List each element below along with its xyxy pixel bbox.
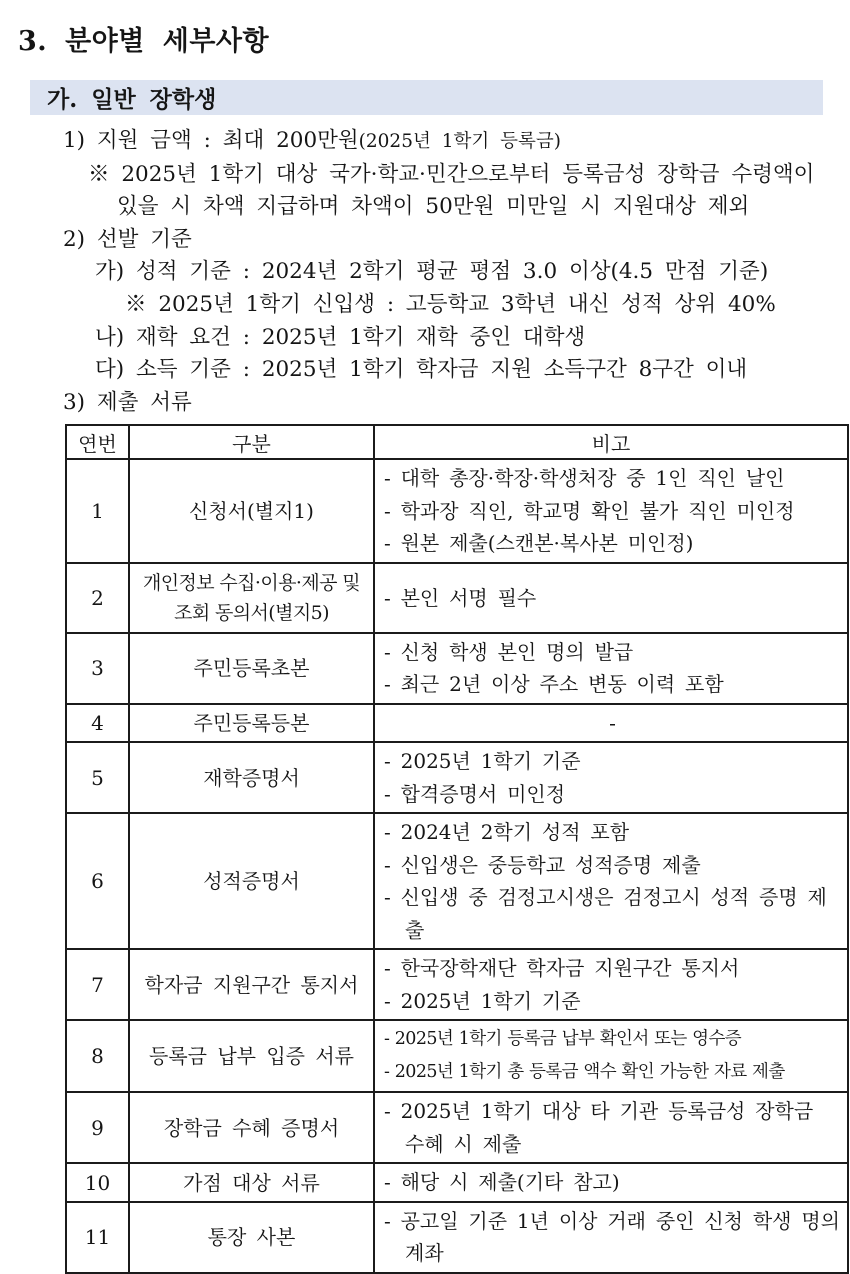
table-row [66, 563, 848, 633]
row-category: 재학증명서 [129, 742, 374, 813]
table-row [66, 1202, 848, 1273]
table-row [66, 949, 848, 1020]
row-no: 5 [66, 742, 129, 813]
table-row [66, 633, 848, 704]
note-line: - 2025년 1학기 대상 타 기관 등록금성 장학금 수혜 시 제출 [384, 1099, 814, 1156]
row-notes [374, 813, 848, 949]
row-category: 장학금 수혜 증명서 [129, 1092, 374, 1163]
row-notes [374, 563, 848, 633]
note-line: - [609, 710, 616, 735]
table-row [66, 1092, 848, 1163]
row-category: 통장 사본 [129, 1202, 374, 1273]
header-category: 구분 [129, 425, 374, 459]
table-header-row [66, 425, 848, 459]
note-line: - 2024년 2학기 성적 포함 [384, 820, 630, 845]
header-note: 비고 [374, 425, 848, 459]
row-no: 1 [66, 459, 129, 563]
line-support-amount [63, 125, 850, 159]
line-submission-documents: 3) 제출 서류 [63, 389, 192, 415]
page-title: 3. 분야별 세부사항 [18, 26, 270, 57]
table-row [66, 704, 848, 743]
row-no: 7 [66, 949, 129, 1020]
row-notes [374, 459, 848, 563]
row-notes [374, 633, 848, 704]
table-row [66, 813, 848, 949]
row-notes [374, 1202, 848, 1273]
note-line: - 공고일 기준 1년 이상 거래 중인 신청 학생 명의 계좌 [384, 1208, 840, 1266]
row-notes [374, 742, 848, 813]
row-notes [374, 704, 848, 743]
row-no: 3 [66, 633, 129, 704]
row-no: 11 [66, 1202, 129, 1273]
row-notes [374, 1020, 848, 1092]
row-category: 신청서(별지1) [129, 459, 374, 563]
documents-table [65, 424, 849, 1274]
row-notes [374, 1163, 848, 1202]
row-no: 9 [66, 1092, 129, 1163]
row-category: 개인정보 수집·이용·제공 및 조회 동의서(별지5) [129, 563, 374, 633]
row-category: 성적증명서 [129, 813, 374, 949]
line-grade-criteria: 가) 성적 기준 : 2024년 2학기 평균 평점 3.0 이상(4.5 만점 기준) [95, 259, 769, 285]
support-amount-paren: (2025년 1학기 등록금) [358, 131, 561, 152]
note-line: - 신입생은 중등학교 성적증명 제출 [384, 852, 701, 877]
row-no: 10 [66, 1163, 129, 1202]
line-income-criteria: 다) 소득 기준 : 2025년 1학기 학자금 지원 소득구간 8구간 이내 [95, 357, 748, 383]
note-line: - 2025년 1학기 기준 [384, 749, 581, 774]
note-line: - 합격증명서 미인정 [384, 781, 566, 806]
note-line: - 대학 총장·학장·학생처장 중 1인 직인 날인 [384, 466, 785, 491]
line-grade-note: ※ 2025년 1학기 신입생 : 고등학교 3학년 내신 성적 상위 40% [125, 291, 776, 317]
note-line: - 2025년 1학기 기준 [384, 988, 581, 1013]
note-line: - 2025년 1학기 등록금 납부 확인서 또는 영수증 [384, 1029, 742, 1050]
row-no: 8 [66, 1020, 129, 1092]
note-line: - 원본 제출(스캔본·복사본 미인정) [384, 531, 694, 556]
table-row [66, 1163, 848, 1202]
row-category: 주민등록초본 [129, 633, 374, 704]
table-row [66, 742, 848, 813]
line-enrollment-criteria: 나) 재학 요건 : 2025년 1학기 재학 중인 대학생 [95, 324, 586, 350]
row-no: 4 [66, 704, 129, 743]
note-line: - 한국장학재단 학자금 지원구간 통지서 [384, 956, 740, 981]
table-row [66, 1020, 848, 1092]
row-no: 2 [66, 563, 129, 633]
row-category: 학자금 지원구간 통지서 [129, 949, 374, 1020]
section-band [30, 80, 823, 115]
table-row [66, 459, 848, 563]
row-category: 등록금 납부 입증 서류 [129, 1020, 374, 1092]
note-line: - 2025년 1학기 총 등록금 액수 확인 가능한 자료 제출 [384, 1062, 785, 1083]
section-title: 가. 일반 장학생 [47, 86, 217, 113]
note-line: - 해당 시 제출(기타 참고) [384, 1170, 620, 1195]
row-notes [374, 949, 848, 1020]
support-amount-text: 1) 지원 금액 : 최대 200만원 [63, 128, 359, 153]
line-support-note-2: 있을 시 차액 지급하며 차액이 50만원 미만일 시 지원대상 제외 [117, 194, 750, 220]
note-line: - 신입생 중 검정고시생은 검정고시 성적 증명 제출 [384, 885, 827, 942]
header-no: 연번 [66, 425, 129, 459]
details-list [0, 125, 850, 419]
note-line: - 신청 학생 본인 명의 발급 [384, 639, 634, 664]
row-category: 주민등록등본 [129, 704, 374, 743]
note-line: - 본인 서명 필수 [384, 585, 537, 610]
row-no: 6 [66, 813, 129, 949]
note-line: - 최근 2년 이상 주소 변동 이력 포함 [384, 672, 724, 697]
note-line: - 학과장 직인, 학교명 확인 불가 직인 미인정 [384, 498, 795, 523]
line-support-note-1: ※ 2025년 1학기 대상 국가·학교·민간으로부터 등록금성 장학금 수령액이 [88, 161, 815, 187]
row-notes [374, 1092, 848, 1163]
line-selection-criteria: 2) 선발 기준 [63, 226, 192, 252]
row-category: 가점 대상 서류 [129, 1163, 374, 1202]
